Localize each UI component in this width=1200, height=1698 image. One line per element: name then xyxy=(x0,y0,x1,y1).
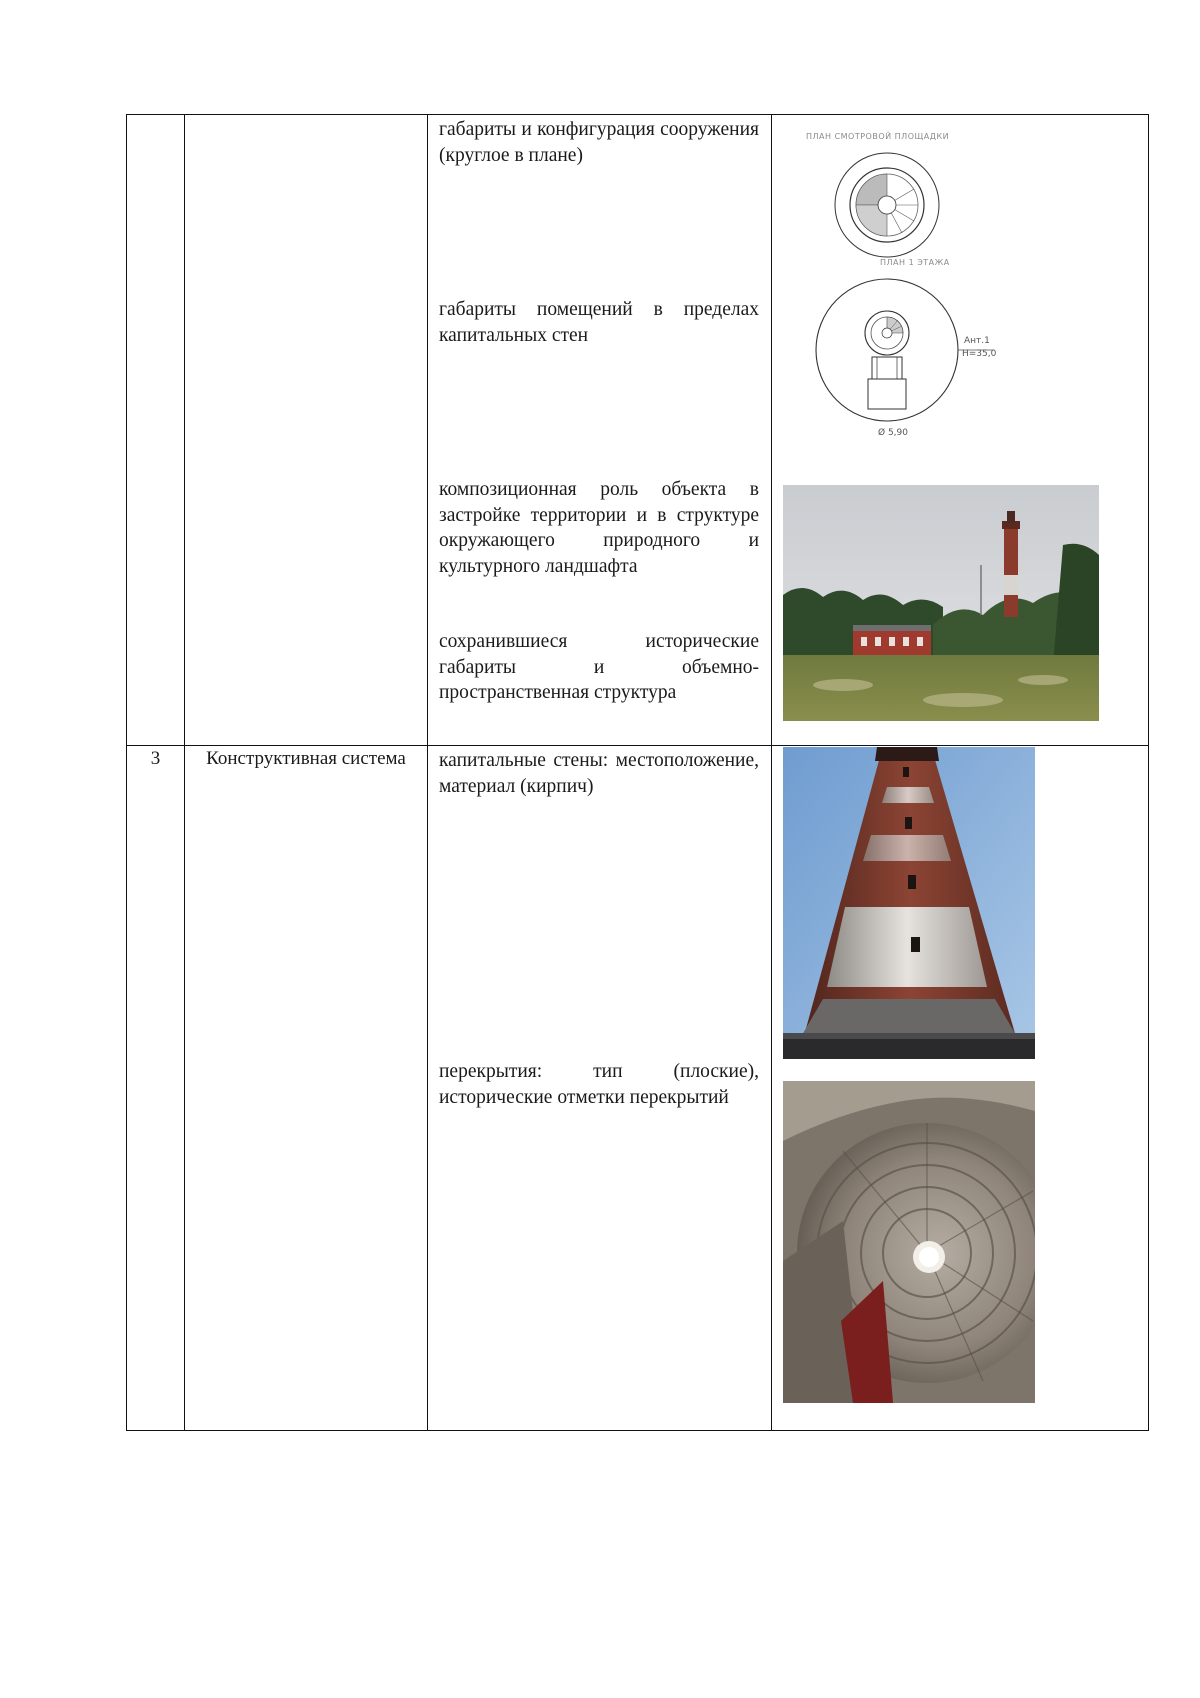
row-title: Конструктивная система xyxy=(185,746,428,1431)
description-cell xyxy=(428,115,772,746)
item-compositional-role: композиционная роль объекта в застройке территории и в структуре окружающего природного и культурного ландшафта xyxy=(439,479,759,577)
row-title xyxy=(185,115,428,746)
plan-label-top: ПЛАН СМОТРОВОЙ ПЛОЩАДКИ xyxy=(806,132,950,141)
plan-elevation-label: Н=35,0 xyxy=(962,349,997,359)
landscape-photo xyxy=(783,485,1099,721)
description-cell xyxy=(428,746,772,1431)
plan-axis-label: Ант.1 xyxy=(964,336,990,346)
tower-wall-photo xyxy=(783,747,1035,1059)
item-floor-slabs: перекрытия: тип (плоские), исторические отметки перекрытий xyxy=(439,1061,759,1108)
plan-diameter-label: Ø 5,90 xyxy=(878,428,908,438)
document-table xyxy=(126,114,1149,1431)
item-capital-walls: капитальные стены: местоположение, материал (кирпич) xyxy=(439,750,759,797)
floor-plan-drawing xyxy=(802,125,1032,445)
table-row xyxy=(127,115,1149,746)
image-cell xyxy=(772,115,1149,746)
item-room-dimensions: габариты помещений в пределах капитальных стен xyxy=(439,299,759,346)
image-cell xyxy=(772,746,1149,1431)
table-row xyxy=(127,746,1149,1431)
row-number: 3 xyxy=(127,746,185,1431)
spiral-staircase-photo xyxy=(783,1081,1035,1403)
row-number xyxy=(127,115,185,746)
plan-label-bottom: ПЛАН 1 ЭТАЖА xyxy=(880,258,950,267)
item-historic-dimensions: сохранившиеся исторические габариты и объемно-пространственная структура xyxy=(439,631,759,703)
item-dimensions-configuration: габариты и конфигурация сооружения (круглое в плане) xyxy=(439,119,759,166)
